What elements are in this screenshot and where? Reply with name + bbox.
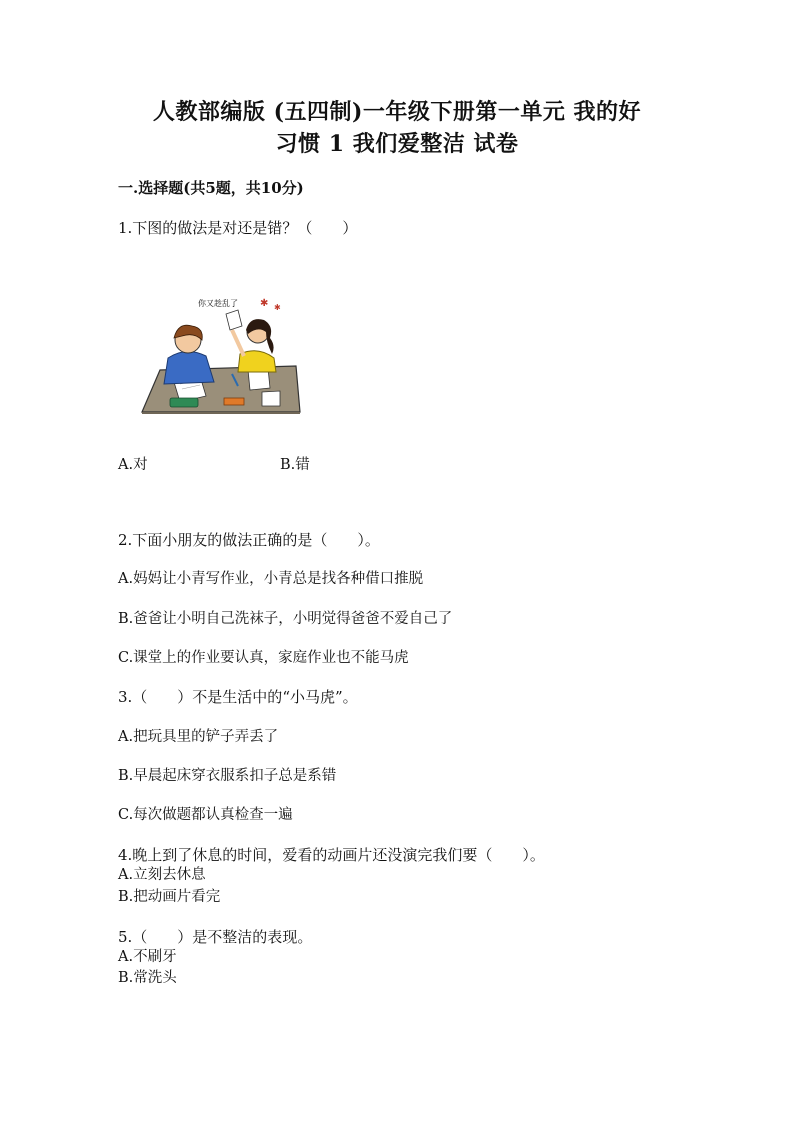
question-5-stem: 5.（ ）是不整洁的表现。 bbox=[118, 928, 313, 946]
question-4-option-a: A.立刻去休息 bbox=[118, 867, 206, 883]
question-5-option-b: B.常洗头 bbox=[118, 970, 177, 986]
illustration-caption: 你又趁乱了 bbox=[198, 299, 238, 308]
classroom-cartoon-image bbox=[134, 292, 302, 414]
question-4-option-b: B.把动画片看完 bbox=[118, 889, 221, 905]
question-1-illustration bbox=[134, 292, 302, 414]
question-3-option-b: B.早晨起床穿衣服系扣子总是系错 bbox=[118, 768, 337, 784]
exam-title-line-2: 习惯 1 我们爱整洁 试卷 bbox=[275, 131, 519, 157]
svg-text:✱: ✱ bbox=[274, 303, 281, 312]
question-4-stem: 4.晚上到了休息的时间，爱看的动画片还没演完我们要（ ）。 bbox=[118, 846, 545, 864]
question-3-stem: 3.（ ）不是生活中的“小马虎”。 bbox=[118, 688, 358, 706]
question-3-option-c: C.每次做题都认真检查一遍 bbox=[118, 807, 293, 823]
question-3-option-a: A.把玩具里的铲子弄丢了 bbox=[118, 729, 279, 745]
question-2-stem: 2.下面小朋友的做法正确的是（ ）。 bbox=[118, 531, 380, 549]
question-2-option-c: C.课堂上的作业要认真，家庭作业也不能马虎 bbox=[118, 650, 409, 666]
section-heading: 一.选择题(共5题，共10分) bbox=[118, 179, 304, 197]
question-1-stem: 1.下图的做法是对还是错？（ ） bbox=[118, 219, 358, 237]
exam-title bbox=[100, 96, 694, 160]
svg-text:✱: ✱ bbox=[260, 298, 269, 309]
question-1-option-b: B.错 bbox=[280, 457, 310, 473]
question-1-option-a: A.对 bbox=[118, 457, 148, 473]
exam-title-line-1: 人教部编版 (五四制)一年级下册第一单元 我的好 bbox=[152, 99, 642, 125]
question-2-option-b: B.爸爸让小明自己洗袜子，小明觉得爸爸不爱自己了 bbox=[118, 611, 453, 627]
question-5-option-a: A.不刷牙 bbox=[118, 949, 177, 965]
question-2-option-a: A.妈妈让小青写作业，小青总是找各种借口推脱 bbox=[118, 571, 424, 587]
